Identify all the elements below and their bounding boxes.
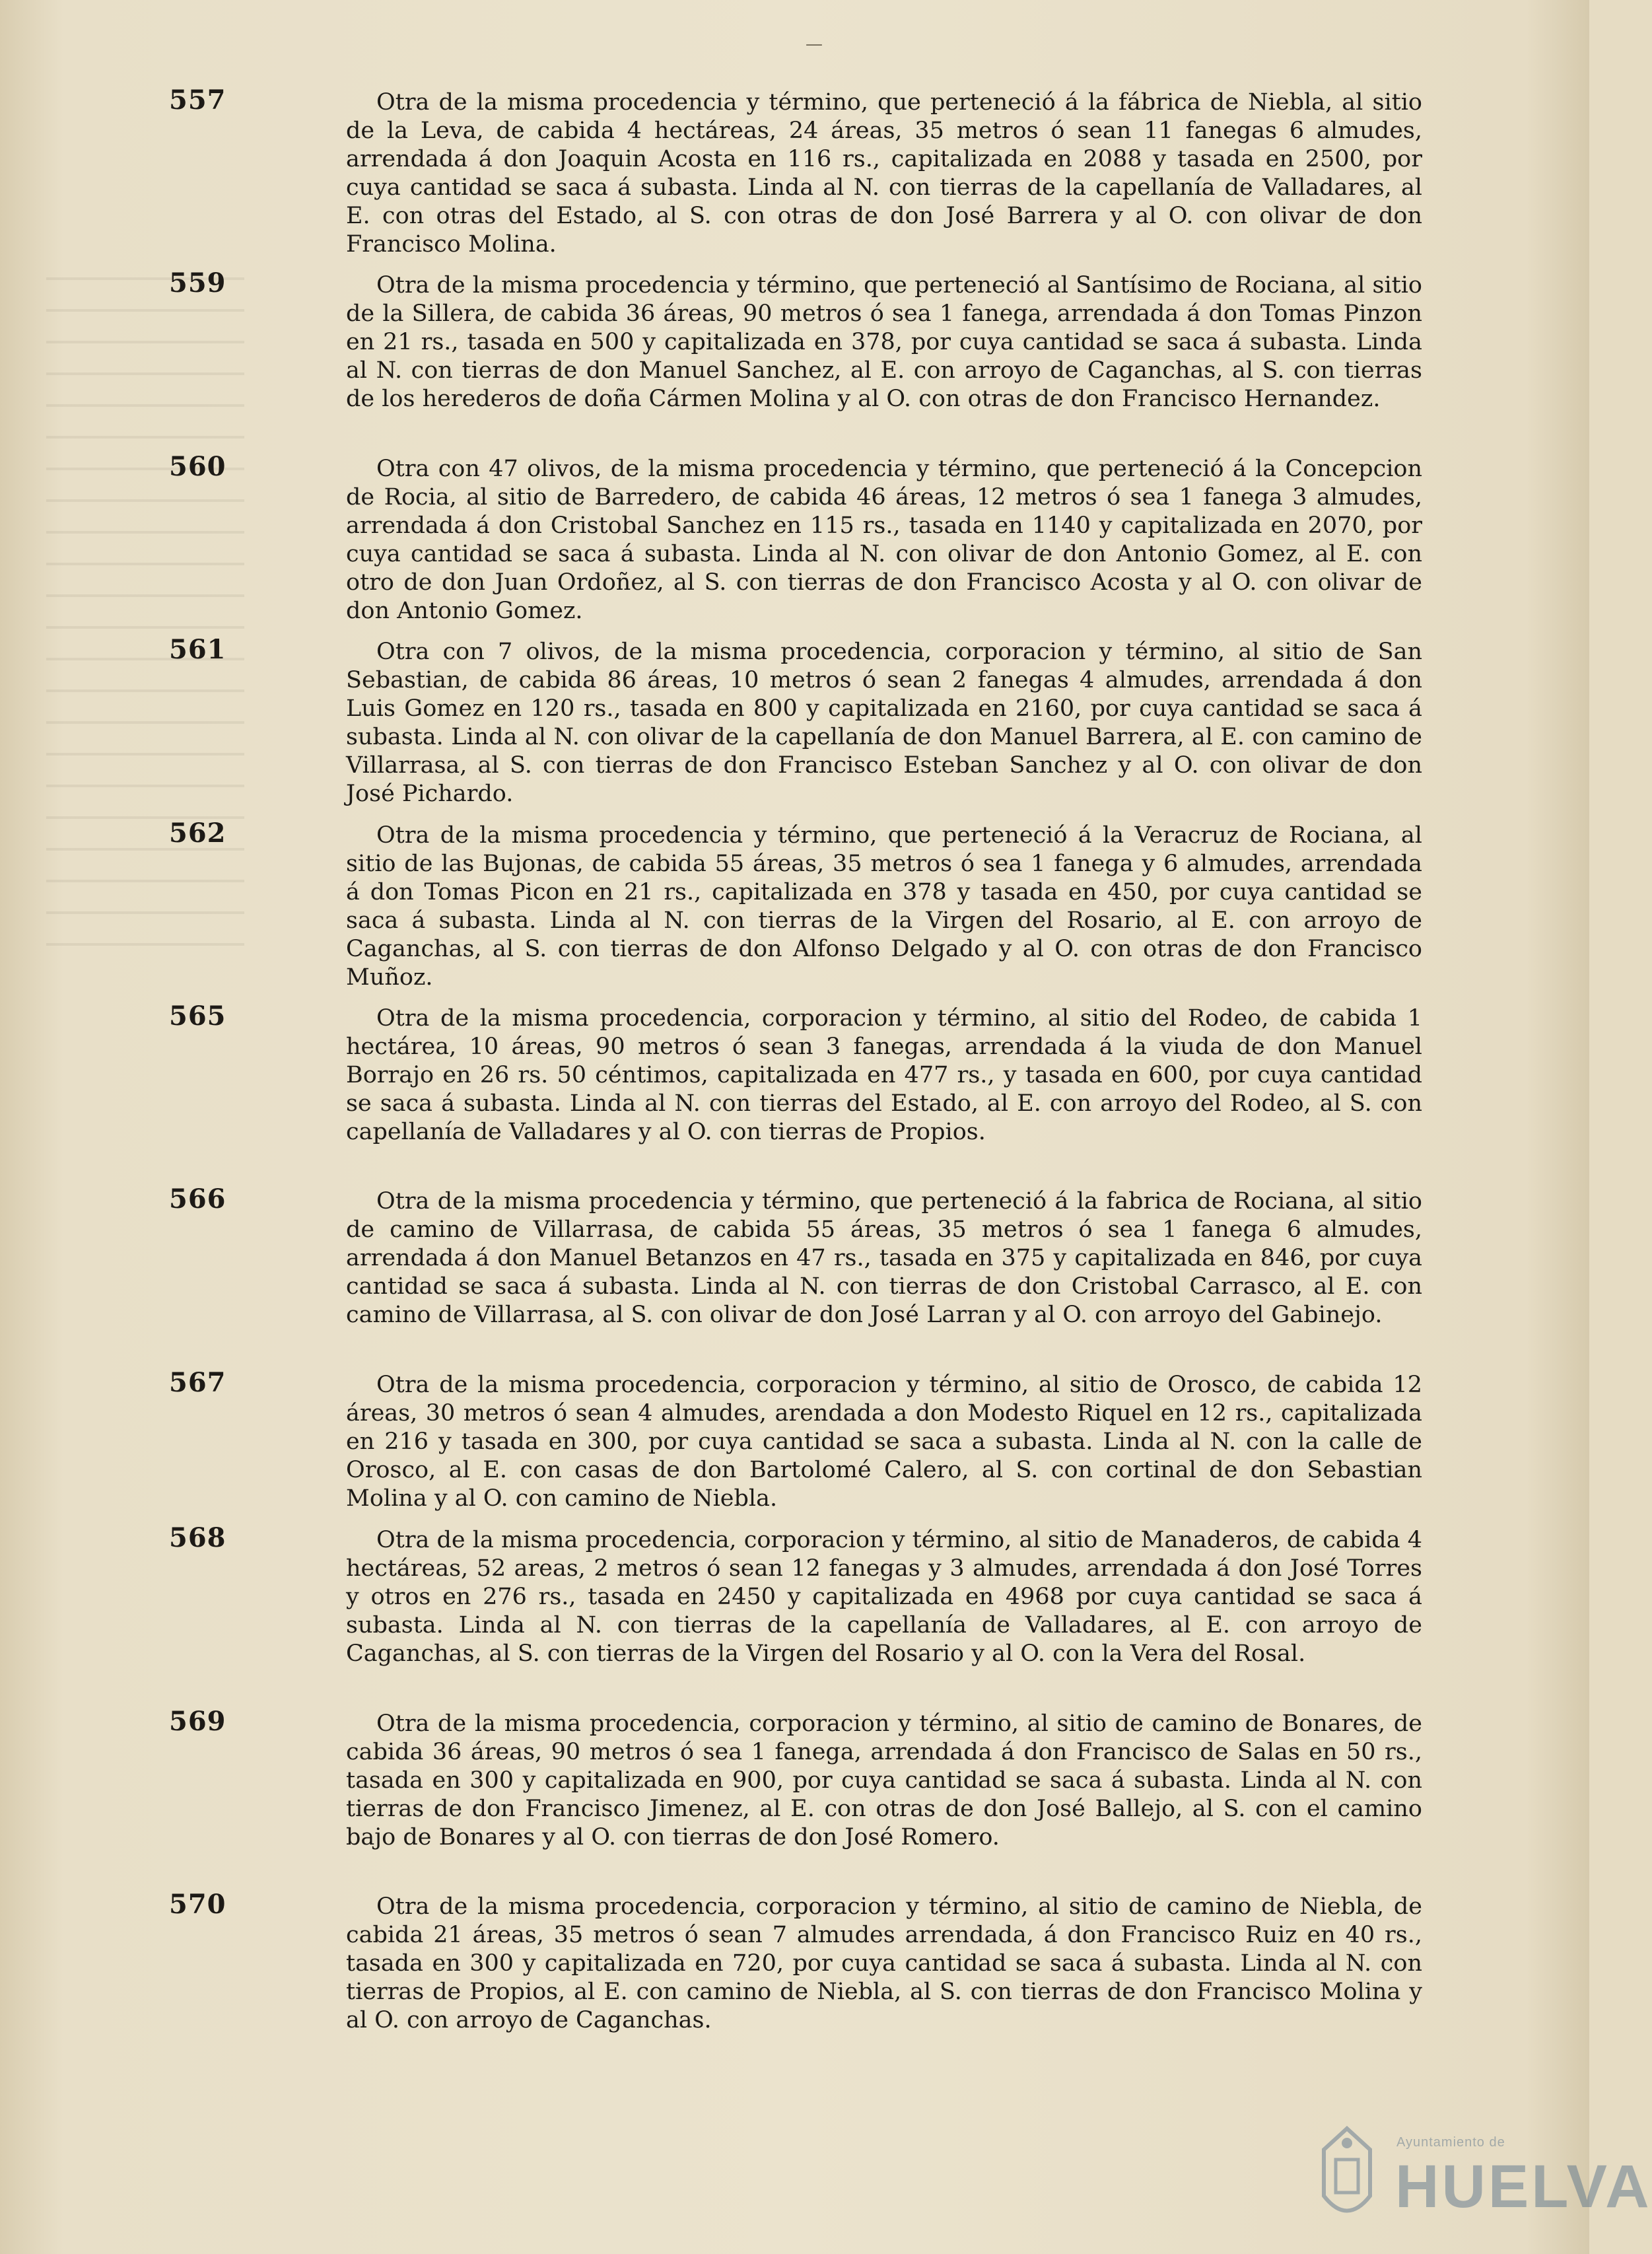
entry-text: Otra de la misma procedencia, corporacion y término, al sitio de Orosco, de cabida 12 áreas, 30 metros ó sean 4 almudes, arendada a don Modesto Riquel en 12 rs., capitalizada en 216 y tasada en 300, por cuya cantidad se saca a subasta. Linda al N. con la calle de Orosco, al E. con casas de don Bartolomé Calero, al S. con cortinal de don Sebastian Molina y al O. con camino de Niebla.: [346, 1372, 1422, 1512]
entry-text: Otra de la misma procedencia, corporacion y término, al sitio de Manaderos, de cabida 4 hectáreas, 52 areas, 2 metros ó sean 12 fanegas y 3 almudes, arrendada á don José Torres y otros en 276 rs., tasada en 2450 y capitalizada en 4968 por cuya cantidad se saca á subasta. Linda al N. con tierras de la capellanía de Valladares, al E. con arroyo de Caganchas, al S. con tierras de la Virgen del Rosario y al O. con la Vera del Rosal.: [346, 1527, 1422, 1667]
entry-text: Otra de la misma procedencia, corporacion y término, al sitio de camino de Bonares, de cabida 36 áreas, 90 metros ó sea 1 fanega, arrendada á don Francisco de Salas en 50 rs., tasada en 300 y capitalizada en 900, por cuya cantidad se saca á subasta. Linda al N. con tierras de don Francisco Jimenez, al E. con otras de don José Ballejo, al S. con el camino bajo de Bonares y al O. con tierras de don José Romero.: [346, 1710, 1422, 1850]
entry-number: 570: [169, 1889, 226, 1920]
entry-number: 561: [169, 634, 226, 665]
entry-text: Otra de la misma procedencia, corporacion y término, al sitio del Rodeo, de cabida 1 hectárea, 10 áreas, 90 metros ó sean 3 fanegas, arrendada á la viuda de don Manuel Borrajo en 26 rs. 50 céntimos, capitalizada en 477 rs., y tasada en 600, por cuya cantidad se saca á subasta. Linda al N. con tierras del Estado, al E. con arroyo del Rodeo, al S. con capellanía de Valladares y al O. con tierras de Propios.: [346, 1005, 1422, 1145]
entry-number: 557: [169, 85, 226, 116]
entry-number: 566: [169, 1183, 226, 1215]
entry-number: 568: [169, 1522, 226, 1553]
entry-number: 567: [169, 1367, 226, 1398]
entry-number: 565: [169, 1001, 226, 1032]
watermark-caption: Ayuntamiento de: [1396, 2135, 1505, 2150]
entry-text: Otra de la misma procedencia y término, que perteneció á la fábrica de Niebla, al sitio de la Leva, de cabida 4 hectáreas, 24 áreas, 35 metros ó sean 11 fanegas 6 almudes, arrendada á don Joaquin Acosta en 116 rs., capitalizada en 2088 y tasada en 2500, por cuya cantidad se saca á subasta. Linda al N. con tierras de la capellanía de Valladares, al E. con otras del Estado, al S. con otras de don José Barrera y al O. con olivar de don Francisco Molina.: [346, 89, 1422, 258]
entry-text: Otra de la misma procedencia y término, que perteneció al Santísimo de Rociana, al sitio de la Sillera, de cabida 36 áreas, 90 metros ó sea 1 fanega, arrendada á don Tomas Pinzon en 21 rs., tasada en 500 y capitalizada en 378, por cuya cantidad se saca á subasta. Linda al N. con tierras de don Manuel Sanchez, al E. con arroyo de Caganchas, al S. con tierras de los herederos de doña Cármen Molina y al O. con otras de don Francisco Hernandez.: [346, 272, 1422, 412]
watermark-title: HUELVA: [1395, 2153, 1652, 2220]
page-top-mark: —: [806, 34, 823, 54]
crest-icon: [1311, 2123, 1383, 2229]
entry-number: 562: [169, 818, 226, 849]
entry-text: Otra con 7 olivos, de la misma procedencia, corporacion y término, al sitio de San Sebastian, de cabida 86 áreas, 10 metros ó sean 2 fanegas 4 almudes, arrendada á don Luis Gomez en 120 rs., tasada en 800 y capitalizada en 2160, por cuya cantidad se saca á subasta. Linda al N. con olivar de la capellanía de don Manuel Barrera, al E. con camino de Villarrasa, al S. con tierras de don Francisco Esteban Sanchez y al O. con olivar de don José Pichardo.: [346, 639, 1422, 807]
huelva-watermark: [1311, 2123, 1652, 2232]
entry-number: 569: [169, 1706, 226, 1737]
show-through-text: [46, 277, 244, 971]
entry-text: Otra de la misma procedencia y término, que perteneció á la Veracruz de Rociana, al sitio de las Bujonas, de cabida 55 áreas, 35 metros ó sea 1 fanega y 6 almudes, arrendada á don Tomas Picon en 21 rs., capitalizada en 378 y tasada en 450, por cuya cantidad se saca á subasta. Linda al N. con tierras de la Virgen del Rosario, al E. con arroyo de Caganchas, al S. con tierras de don Alfonso Delgado y al O. con otras de don Francisco Muñoz.: [346, 822, 1422, 991]
entry-text: Otra de la misma procedencia, corporacion y término, al sitio de camino de Niebla, de cabida 21 áreas, 35 metros ó sean 7 almudes arrendada, á don Francisco Ruiz en 40 rs., tasada en 300 y capitalizada en 720, por cuya cantidad se saca á subasta. Linda al N. con tierras de Propios, al E. con camino de Niebla, al S. con tierras de don Francisco Molina y al O. con arroyo de Caganchas.: [346, 1893, 1422, 2033]
entry-number: 559: [169, 267, 226, 299]
entry-text: Otra con 47 olivos, de la misma procedencia y término, que perteneció á la Concepcion de Rocia, al sitio de Barredero, de cabida 46 áreas, 12 metros ó sea 1 fanega 3 almudes, arrendada á don Cristobal Sanchez en 115 rs., tasada en 1140 y capitalizada en 2070, por cuya cantidad se saca á subasta. Linda al N. con olivar de don Antonio Gomez, al E. con otro de don Juan Ordoñez, al S. con tierras de don Francisco Acosta y al O. con olivar de don Antonio Gomez.: [346, 456, 1422, 624]
entry-text: Otra de la misma procedencia y término, que perteneció á la fabrica de Rociana, al sitio de camino de Villarrasa, de cabida 55 áreas, 35 metros ó sea 1 fanega 6 almudes, arrendada á don Manuel Betanzos en 47 rs., tasada en 375 y capitalizada en 846, por cuya cantidad se saca á subasta. Linda al N. con tierras de don Cristobal Carrasco, al E. con camino de Villarrasa, al S. con olivar de don José Larran y al O. con arroyo del Gabinejo.: [346, 1188, 1422, 1328]
entry-number: 560: [169, 451, 226, 482]
